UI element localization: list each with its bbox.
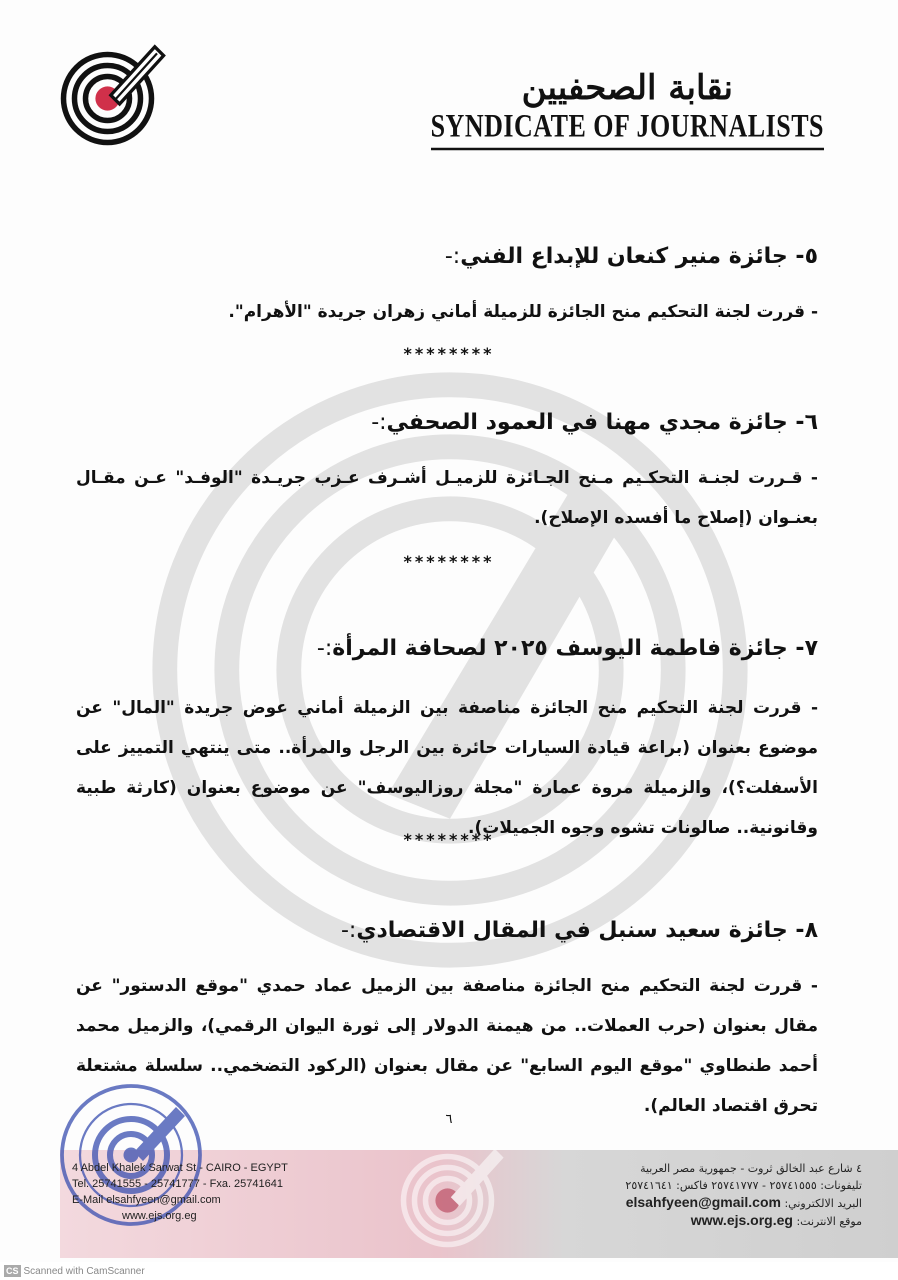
- footer-web-en: www.ejs.org.eg: [122, 1210, 197, 1222]
- watermark-logo-icon: [140, 360, 760, 980]
- section-7-body: - قررت لجنة التحكيم منح الجائزة مناصفة بين الزميلة أماني عوض جريدة "المال" عن موضوع بعنوان (براعة قيادة السيارات حائرة بين الرجل والمرأة.. متى ينتهي التمييز على الأسفلت؟)، والزميلة مروة عمارة "مجلة روزاليوسف" عن موضوع بعنوان (كارثة طبية وقانونية.. صالونات تشوه وجوه الجميلات).: [76, 698, 818, 838]
- separator: ********: [403, 344, 495, 363]
- separator: ********: [403, 830, 495, 849]
- brand-header: [431, 68, 824, 146]
- section-5-heading: ٥- جائزة منير كنعان للإبداع الفني:-: [444, 244, 818, 269]
- footer-web-row: [625, 1212, 862, 1230]
- scanner-watermark: CS Scanned with CamScanner: [0, 1262, 898, 1280]
- brand-arabic: نقابة الصحفيين: [521, 68, 733, 108]
- footer-arabic-contact: [625, 1160, 862, 1230]
- footer-phone-ar: تليفونات: ٢٥٧٤١٥٥٥ - ٢٥٧٤١٧٧٧ فاكس: ٢٥٧٤١٦٤١: [625, 1179, 862, 1192]
- section-8-body: - قررت لجنة التحكيم منح الجائزة مناصفة بين الزميل عماد حمدي "موقع الدستور" عن مقال بعنوان (حرب العملات.. من هيمنة الدولار إلى ثورة اليوان الرقمي)، والزميل محمد أحمد طنطاوي "موقع اليوم السابع" عن مقال بعنوان (الركود التضخمي.. سلسلة مشتعلة تحرق اقتصاد العالم).: [76, 976, 818, 1116]
- footer-phone-en: Tel. 25741555 - 25741777 - Fxa. 25741641: [72, 1178, 283, 1190]
- footer-email-row: [625, 1194, 862, 1212]
- section-7-heading: ٧- جائزة فاطمة اليوسف ٢٠٢٥ لصحافة المرأة:-: [316, 636, 818, 661]
- section-6-body: - قـررت لجنـة التحكـيم مـنح الجـائزة للزميـل أشـرف عـزب جريـدة "الوفـد" عـن مقـال بعنـوان (إصلاح ما أفسده الإصلاح).: [76, 468, 818, 528]
- footer-web-ar: www.ejs.org.eg: [690, 1212, 793, 1228]
- footer-email-en: E-Mail elsahfyeen@gmail.com: [72, 1194, 221, 1206]
- page-number: ٦: [445, 1112, 453, 1127]
- section-8-heading: ٨- جائزة سعيد سنبل في المقال الاقتصادي:-: [340, 918, 818, 943]
- footer-english-contact: [72, 1160, 288, 1224]
- syndicate-logo-icon: [58, 38, 168, 148]
- footer-web-label: موقع الانترنت:: [796, 1215, 862, 1228]
- footer-email-ar: elsahfyeen@gmail.com: [625, 1194, 781, 1210]
- brand-english: SYNDICATE OF JOURNALISTS: [431, 108, 824, 151]
- footer-logo-icon: [398, 1140, 508, 1250]
- footer-address-ar: ٤ شارع عبد الخالق ثروت - جمهورية مصر العربية: [640, 1162, 862, 1175]
- camscanner-icon: CS: [6, 1266, 19, 1276]
- section-6-heading: ٦- جائزة مجدي مهنا في العمود الصحفي:-: [371, 410, 818, 435]
- footer-address-en: 4 Abdel Khalek Sarwat St - CAIRO - EGYPT: [72, 1162, 288, 1174]
- section-5-body: - قررت لجنة التحكيم منح الجائزة للزميلة أماني زهران جريدة "الأهرام".: [228, 302, 818, 322]
- separator: ********: [403, 552, 495, 571]
- footer-email-label: البريد الالكتروني:: [784, 1197, 862, 1210]
